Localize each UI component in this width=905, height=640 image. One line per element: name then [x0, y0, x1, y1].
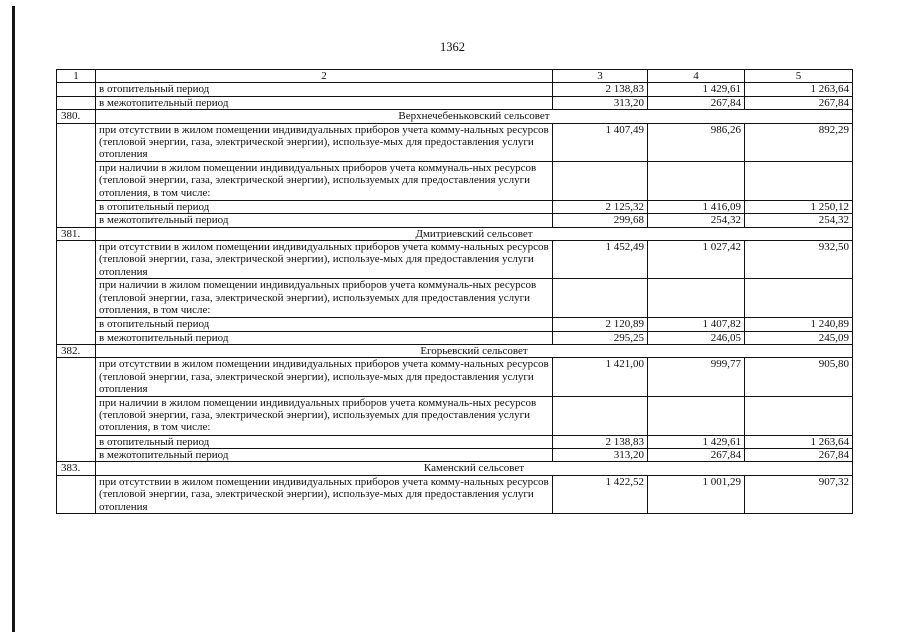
value-col-4: 1 429,61: [648, 83, 745, 96]
section-number: 381.: [57, 227, 96, 240]
value-col-5: 267,84: [745, 449, 853, 462]
value-col-5: 254,32: [745, 214, 853, 227]
no-meters-row: [57, 240, 853, 278]
no-meters-row: [57, 475, 853, 513]
empty-col-3: [553, 279, 648, 318]
value-col-4: 1 001,29: [648, 475, 745, 513]
empty-col-3: [553, 396, 648, 435]
value-col-4: 1 407,82: [648, 318, 745, 331]
with-meters-row: [57, 396, 853, 435]
no-meters-row: [57, 358, 853, 396]
value-col-5: 1 263,64: [745, 435, 853, 448]
index-cell: [57, 358, 96, 462]
index-cell: [57, 96, 96, 109]
empty-col-3: [553, 161, 648, 200]
value-col-3: 313,20: [553, 449, 648, 462]
non-heating-period-row: [57, 449, 853, 462]
value-col-3: 2 120,89: [553, 318, 648, 331]
value-col-5: 267,84: [745, 96, 853, 109]
value-col-3: 1 407,49: [553, 123, 648, 161]
value-col-4: 254,32: [648, 214, 745, 227]
row-label: в отопительный период: [96, 318, 553, 331]
value-col-5: 907,32: [745, 475, 853, 513]
index-cell: [57, 240, 96, 344]
value-col-4: 267,84: [648, 449, 745, 462]
index-cell: [57, 475, 96, 513]
with-meters-text: при наличии в жилом помещении индивидуальных приборов учета коммуналь-ных ресурсов (тепловой энергии, газа, электрической энергии), используемых для предоставления услуги отопления, в том числе:: [96, 396, 553, 435]
value-col-4: 267,84: [648, 96, 745, 109]
empty-col-4: [648, 279, 745, 318]
value-col-5: 892,29: [745, 123, 853, 161]
row-label: в межотопительный период: [96, 214, 553, 227]
value-col-3: 1 422,52: [553, 475, 648, 513]
header-col-3: 3: [553, 70, 648, 83]
index-cell: [57, 83, 96, 96]
with-meters-row: [57, 279, 853, 318]
page-edge-bar: [12, 6, 15, 632]
row-label: в межотопительный период: [96, 96, 553, 109]
section-number: 383.: [57, 462, 96, 475]
empty-col-4: [648, 396, 745, 435]
value-col-4: 1 027,42: [648, 240, 745, 278]
row-label: в отопительный период: [96, 435, 553, 448]
value-col-5: 245,09: [745, 331, 853, 344]
heating-period-row: [57, 318, 853, 331]
section-title: Верхнечебеньковский сельсовет: [96, 110, 853, 123]
non-heating-period-row: [57, 214, 853, 227]
section-number: 380.: [57, 110, 96, 123]
value-col-4: 1 429,61: [648, 435, 745, 448]
section-number: 382.: [57, 344, 96, 357]
header-col-2: 2: [96, 70, 553, 83]
value-col-4: 999,77: [648, 358, 745, 396]
value-col-5: 1 250,12: [745, 200, 853, 213]
top-row: [57, 96, 853, 109]
value-col-4: 246,05: [648, 331, 745, 344]
row-label: в отопительный период: [96, 200, 553, 213]
value-col-3: 2 138,83: [553, 435, 648, 448]
empty-col-5: [745, 279, 853, 318]
value-col-5: 932,50: [745, 240, 853, 278]
section-title-row: [57, 462, 853, 475]
non-heating-period-row: [57, 331, 853, 344]
tariff-table: [56, 69, 853, 514]
value-col-3: 1 421,00: [553, 358, 648, 396]
with-meters-text: при наличии в жилом помещении индивидуальных приборов учета коммуналь-ных ресурсов (тепловой энергии, газа, электрической энергии), используемых для предоставления услуги отопления, в том числе:: [96, 279, 553, 318]
value-col-5: 1 263,64: [745, 83, 853, 96]
no-meters-text: при отсутствии в жилом помещении индивидуальных приборов учета комму-нальных ресурсов (тепловой энергии, газа, электрической энергии), используе-мых для предоставления услуги отопления: [96, 240, 553, 278]
no-meters-row: [57, 123, 853, 161]
value-col-5: 905,80: [745, 358, 853, 396]
section-title: Дмитриевский сельсовет: [96, 227, 853, 240]
header-col-1: 1: [57, 70, 96, 83]
header-col-5: 5: [745, 70, 853, 83]
value-col-3: 2 125,32: [553, 200, 648, 213]
value-col-5: 1 240,89: [745, 318, 853, 331]
value-col-3: 1 452,49: [553, 240, 648, 278]
value-col-3: 295,25: [553, 331, 648, 344]
page-number: 1362: [440, 40, 465, 54]
heating-period-row: [57, 200, 853, 213]
value-col-3: 299,68: [553, 214, 648, 227]
value-col-4: 1 416,09: [648, 200, 745, 213]
section-title: Каменский сельсовет: [96, 462, 853, 475]
row-label: в межотопительный период: [96, 331, 553, 344]
empty-col-5: [745, 161, 853, 200]
index-cell: [57, 123, 96, 227]
section-title-row: [57, 227, 853, 240]
header-col-4: 4: [648, 70, 745, 83]
no-meters-text: при отсутствии в жилом помещении индивидуальных приборов учета комму-нальных ресурсов (тепловой энергии, газа, электрической энергии), используе-мых для предоставления услуги отопления: [96, 475, 553, 513]
top-row: [57, 83, 853, 96]
with-meters-text: при наличии в жилом помещении индивидуальных приборов учета коммуналь-ных ресурсов (тепловой энергии, газа, электрической энергии), используемых для предоставления услуги отопления, в том числе:: [96, 161, 553, 200]
row-label: в межотопительный период: [96, 449, 553, 462]
no-meters-text: при отсутствии в жилом помещении индивидуальных приборов учета комму-нальных ресурсов (тепловой энергии, газа, электрической энергии), используе-мых для предоставления услуги отопления: [96, 123, 553, 161]
row-label: в отопительный период: [96, 83, 553, 96]
value-col-3: 313,20: [553, 96, 648, 109]
value-col-3: 2 138,83: [553, 83, 648, 96]
empty-col-5: [745, 396, 853, 435]
section-title-row: [57, 110, 853, 123]
value-col-4: 986,26: [648, 123, 745, 161]
with-meters-row: [57, 161, 853, 200]
section-title: Егорьевский сельсовет: [96, 344, 853, 357]
heating-period-row: [57, 435, 853, 448]
no-meters-text: при отсутствии в жилом помещении индивидуальных приборов учета комму-нальных ресурсов (тепловой энергии, газа, электрической энергии), используе-мых для предоставления услуги отопления: [96, 358, 553, 396]
empty-col-4: [648, 161, 745, 200]
header-row: [57, 70, 853, 83]
section-title-row: [57, 344, 853, 357]
